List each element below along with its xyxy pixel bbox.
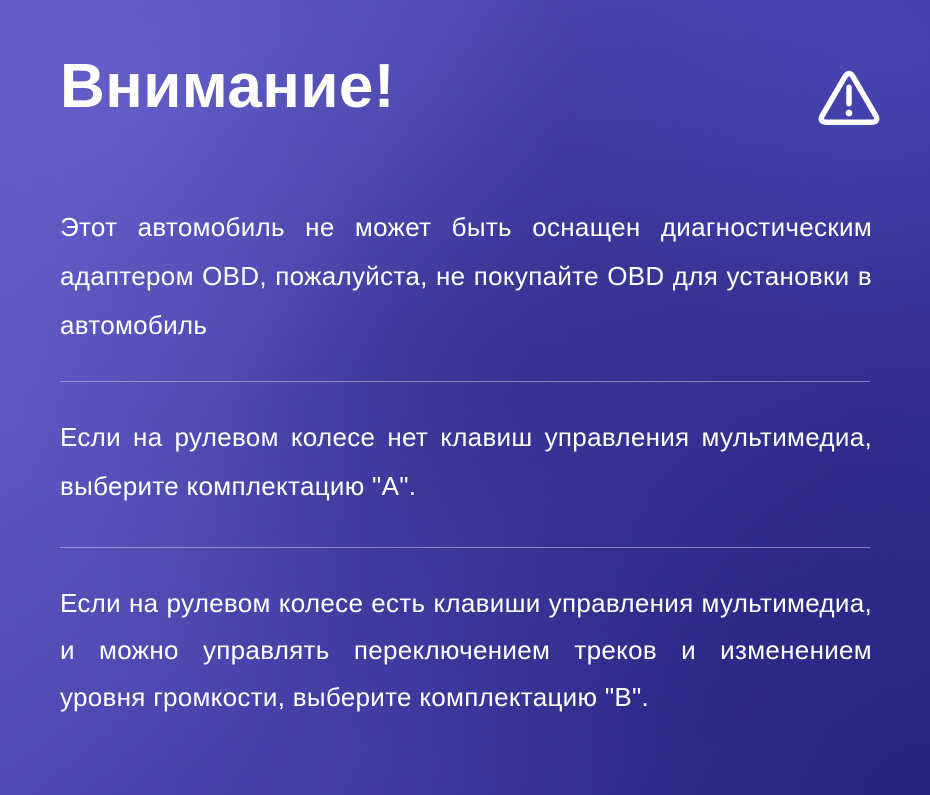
paragraph-line: уровня громкости, выберите комплектацию "B". bbox=[60, 682, 650, 712]
paragraph-line: выберите комплектацию "A". bbox=[60, 471, 417, 501]
paragraph-line: и можно управлять переключением треков и изменением bbox=[60, 635, 872, 665]
paragraph-line: Этот автомобиль не может быть оснащен диагностическим bbox=[60, 212, 872, 242]
divider bbox=[60, 381, 870, 382]
paragraph-line: автомобиль bbox=[60, 310, 208, 340]
warning-paragraph-trim-a bbox=[60, 413, 872, 511]
paragraph-line: Если на рулевом колесе есть клавиши управления мультимедиа, bbox=[60, 588, 872, 618]
divider bbox=[60, 547, 870, 548]
paragraph-line: Если на рулевом колесе нет клавиш управления мультимедиа, bbox=[60, 422, 872, 452]
warning-triangle-icon bbox=[814, 64, 884, 128]
paragraph-line: адаптером OBD, пожалуйста, не покупайте OBD для установки в bbox=[60, 261, 872, 291]
warning-paragraph-trim-b bbox=[60, 580, 872, 721]
page-title: Внимание! bbox=[60, 52, 396, 121]
warning-paragraph-obd bbox=[60, 203, 872, 350]
